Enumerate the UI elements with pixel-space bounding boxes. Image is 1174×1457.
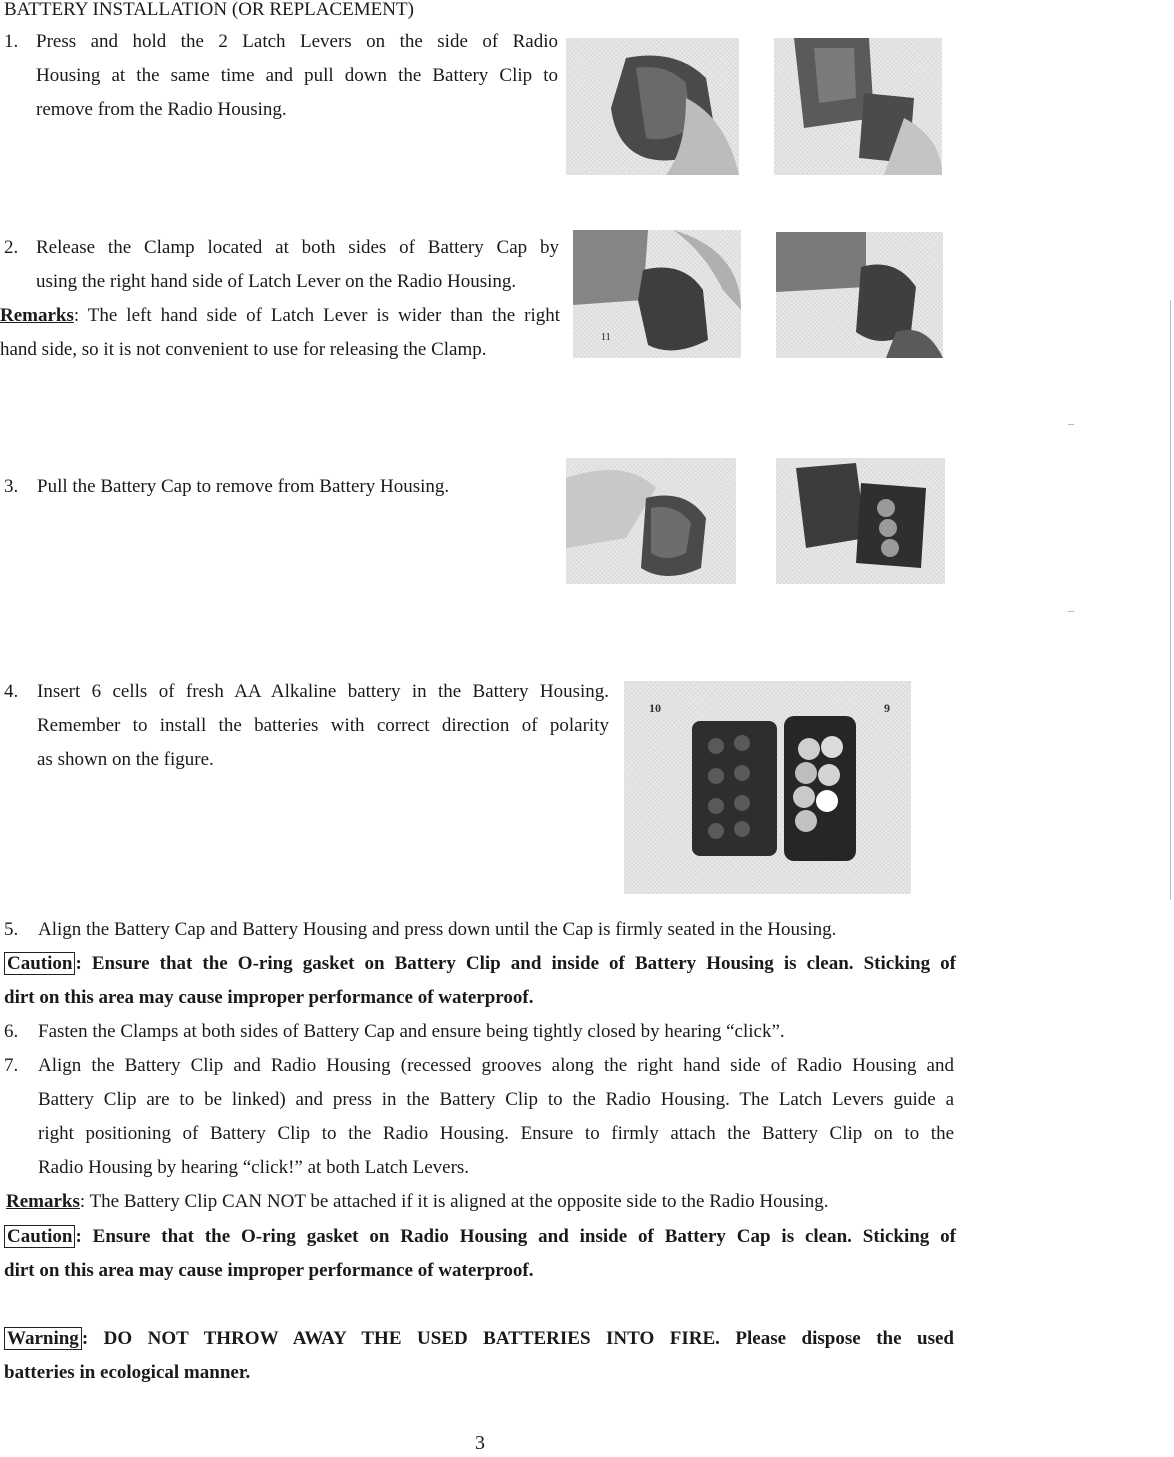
warning-text: batteries in ecological manner. bbox=[4, 1362, 251, 1383]
photo-clip-removed bbox=[774, 38, 942, 175]
remark-label: Remarks bbox=[0, 305, 74, 326]
step-7-line: Align the Battery Clip and Radio Housing (recessed grooves along the right hand side of Radio Housing and bbox=[38, 1055, 954, 1076]
warning bbox=[4, 1322, 954, 1390]
caution-text: : Ensure that the O-ring gasket on Battery Clip and inside of Battery Housing is clean. Sticking of bbox=[75, 953, 956, 974]
photo-battery-housing-open bbox=[776, 458, 945, 584]
photo-cap-pull bbox=[566, 458, 736, 584]
remark-2 bbox=[6, 1185, 829, 1219]
remark-text: : The left hand side of Latch Lever is wider than the right bbox=[73, 305, 560, 326]
caution-1 bbox=[4, 947, 956, 1015]
step-7-line: Radio Housing by hearing “click!” at both Latch Levers. bbox=[38, 1157, 470, 1178]
photo-battery-polarity bbox=[624, 681, 911, 894]
step-5-text: Align the Battery Cap and Battery Housing and press down until the Cap is firmly seated in the Housing. bbox=[38, 919, 837, 940]
remark-text: : The Battery Clip CAN NOT be attached if it is aligned at the opposite side to the Radio Housing. bbox=[79, 1191, 829, 1212]
step-2-line: using the right hand side of Latch Lever on the Radio Housing. bbox=[36, 271, 517, 292]
step-1-text bbox=[36, 25, 558, 127]
step-5-number: 5. bbox=[4, 919, 19, 940]
step-2-number: 2. bbox=[4, 237, 19, 258]
step-4-line: Remember to install the batteries with correct direction of polarity bbox=[37, 715, 609, 736]
step-6-text: Fasten the Clamps at both sides of Battery Cap and ensure being tightly closed by hearing “click”. bbox=[38, 1021, 785, 1042]
step-3-number: 3. bbox=[4, 476, 19, 497]
remark-text: hand side, so it is not convenient to use for releasing the Clamp. bbox=[0, 339, 487, 360]
photo-clamp-opened bbox=[776, 232, 943, 358]
step-1-number: 1. bbox=[4, 31, 19, 52]
step-4-number: 4. bbox=[4, 681, 19, 702]
scan-tick bbox=[1068, 424, 1074, 425]
step-3-text: Pull the Battery Cap to remove from Battery Housing. bbox=[37, 476, 450, 497]
step-4-line: as shown on the figure. bbox=[37, 749, 214, 770]
step-4-line: Insert 6 cells of fresh AA Alkaline battery in the Battery Housing. bbox=[37, 681, 609, 702]
page-title: BATTERY INSTALLATION (OR REPLACEMENT) bbox=[4, 0, 414, 20]
step-2-remark bbox=[0, 299, 560, 367]
scan-tick bbox=[1068, 611, 1074, 612]
step-4-text bbox=[37, 675, 609, 777]
step-6-number: 6. bbox=[4, 1021, 19, 1042]
caution-text: dirt on this area may cause improper performance of waterproof. bbox=[4, 1260, 534, 1281]
step-1-line: Press and hold the 2 Latch Levers on the side of Radio bbox=[36, 31, 558, 52]
page-number: 3 bbox=[475, 1432, 485, 1454]
caution-2 bbox=[4, 1220, 956, 1288]
warning-label: Warning bbox=[4, 1327, 82, 1350]
step-7-text bbox=[38, 1049, 954, 1185]
caution-text: dirt on this area may cause improper performance of waterproof. bbox=[4, 987, 534, 1008]
step-2-line: Release the Clamp located at both sides of Battery Cap by bbox=[36, 237, 559, 258]
caution-text: : Ensure that the O-ring gasket on Radio Housing and inside of Battery Cap is clean. Sticking of bbox=[75, 1226, 956, 1247]
scan-edge-line bbox=[1170, 300, 1171, 900]
photo-clamp-release bbox=[573, 230, 741, 358]
step-1-line: remove from the Radio Housing. bbox=[36, 99, 287, 120]
step-7-line: right positioning of Battery Clip to the Radio Housing. Ensure to firmly attach the Battery Clip on to the bbox=[38, 1123, 954, 1144]
figure-label-11: 11 bbox=[601, 332, 611, 343]
figure-label-9: 9 bbox=[884, 701, 890, 715]
caution-label: Caution bbox=[4, 952, 75, 975]
step-7-number: 7. bbox=[4, 1055, 19, 1076]
step-2-text bbox=[36, 231, 559, 299]
figure-label-10: 10 bbox=[649, 701, 661, 715]
photo-latch-press bbox=[566, 38, 739, 175]
step-1-line: Housing at the same time and pull down the Battery Clip to bbox=[36, 65, 558, 86]
caution-label: Caution bbox=[4, 1225, 75, 1248]
remark-label: Remarks bbox=[6, 1191, 80, 1212]
warning-text: : DO NOT THROW AWAY THE USED BATTERIES INTO FIRE. Please dispose the used bbox=[81, 1328, 954, 1349]
step-7-line: Battery Clip are to be linked) and press in the Battery Clip to the Radio Housing. The Latch Levers guide a bbox=[38, 1089, 954, 1110]
